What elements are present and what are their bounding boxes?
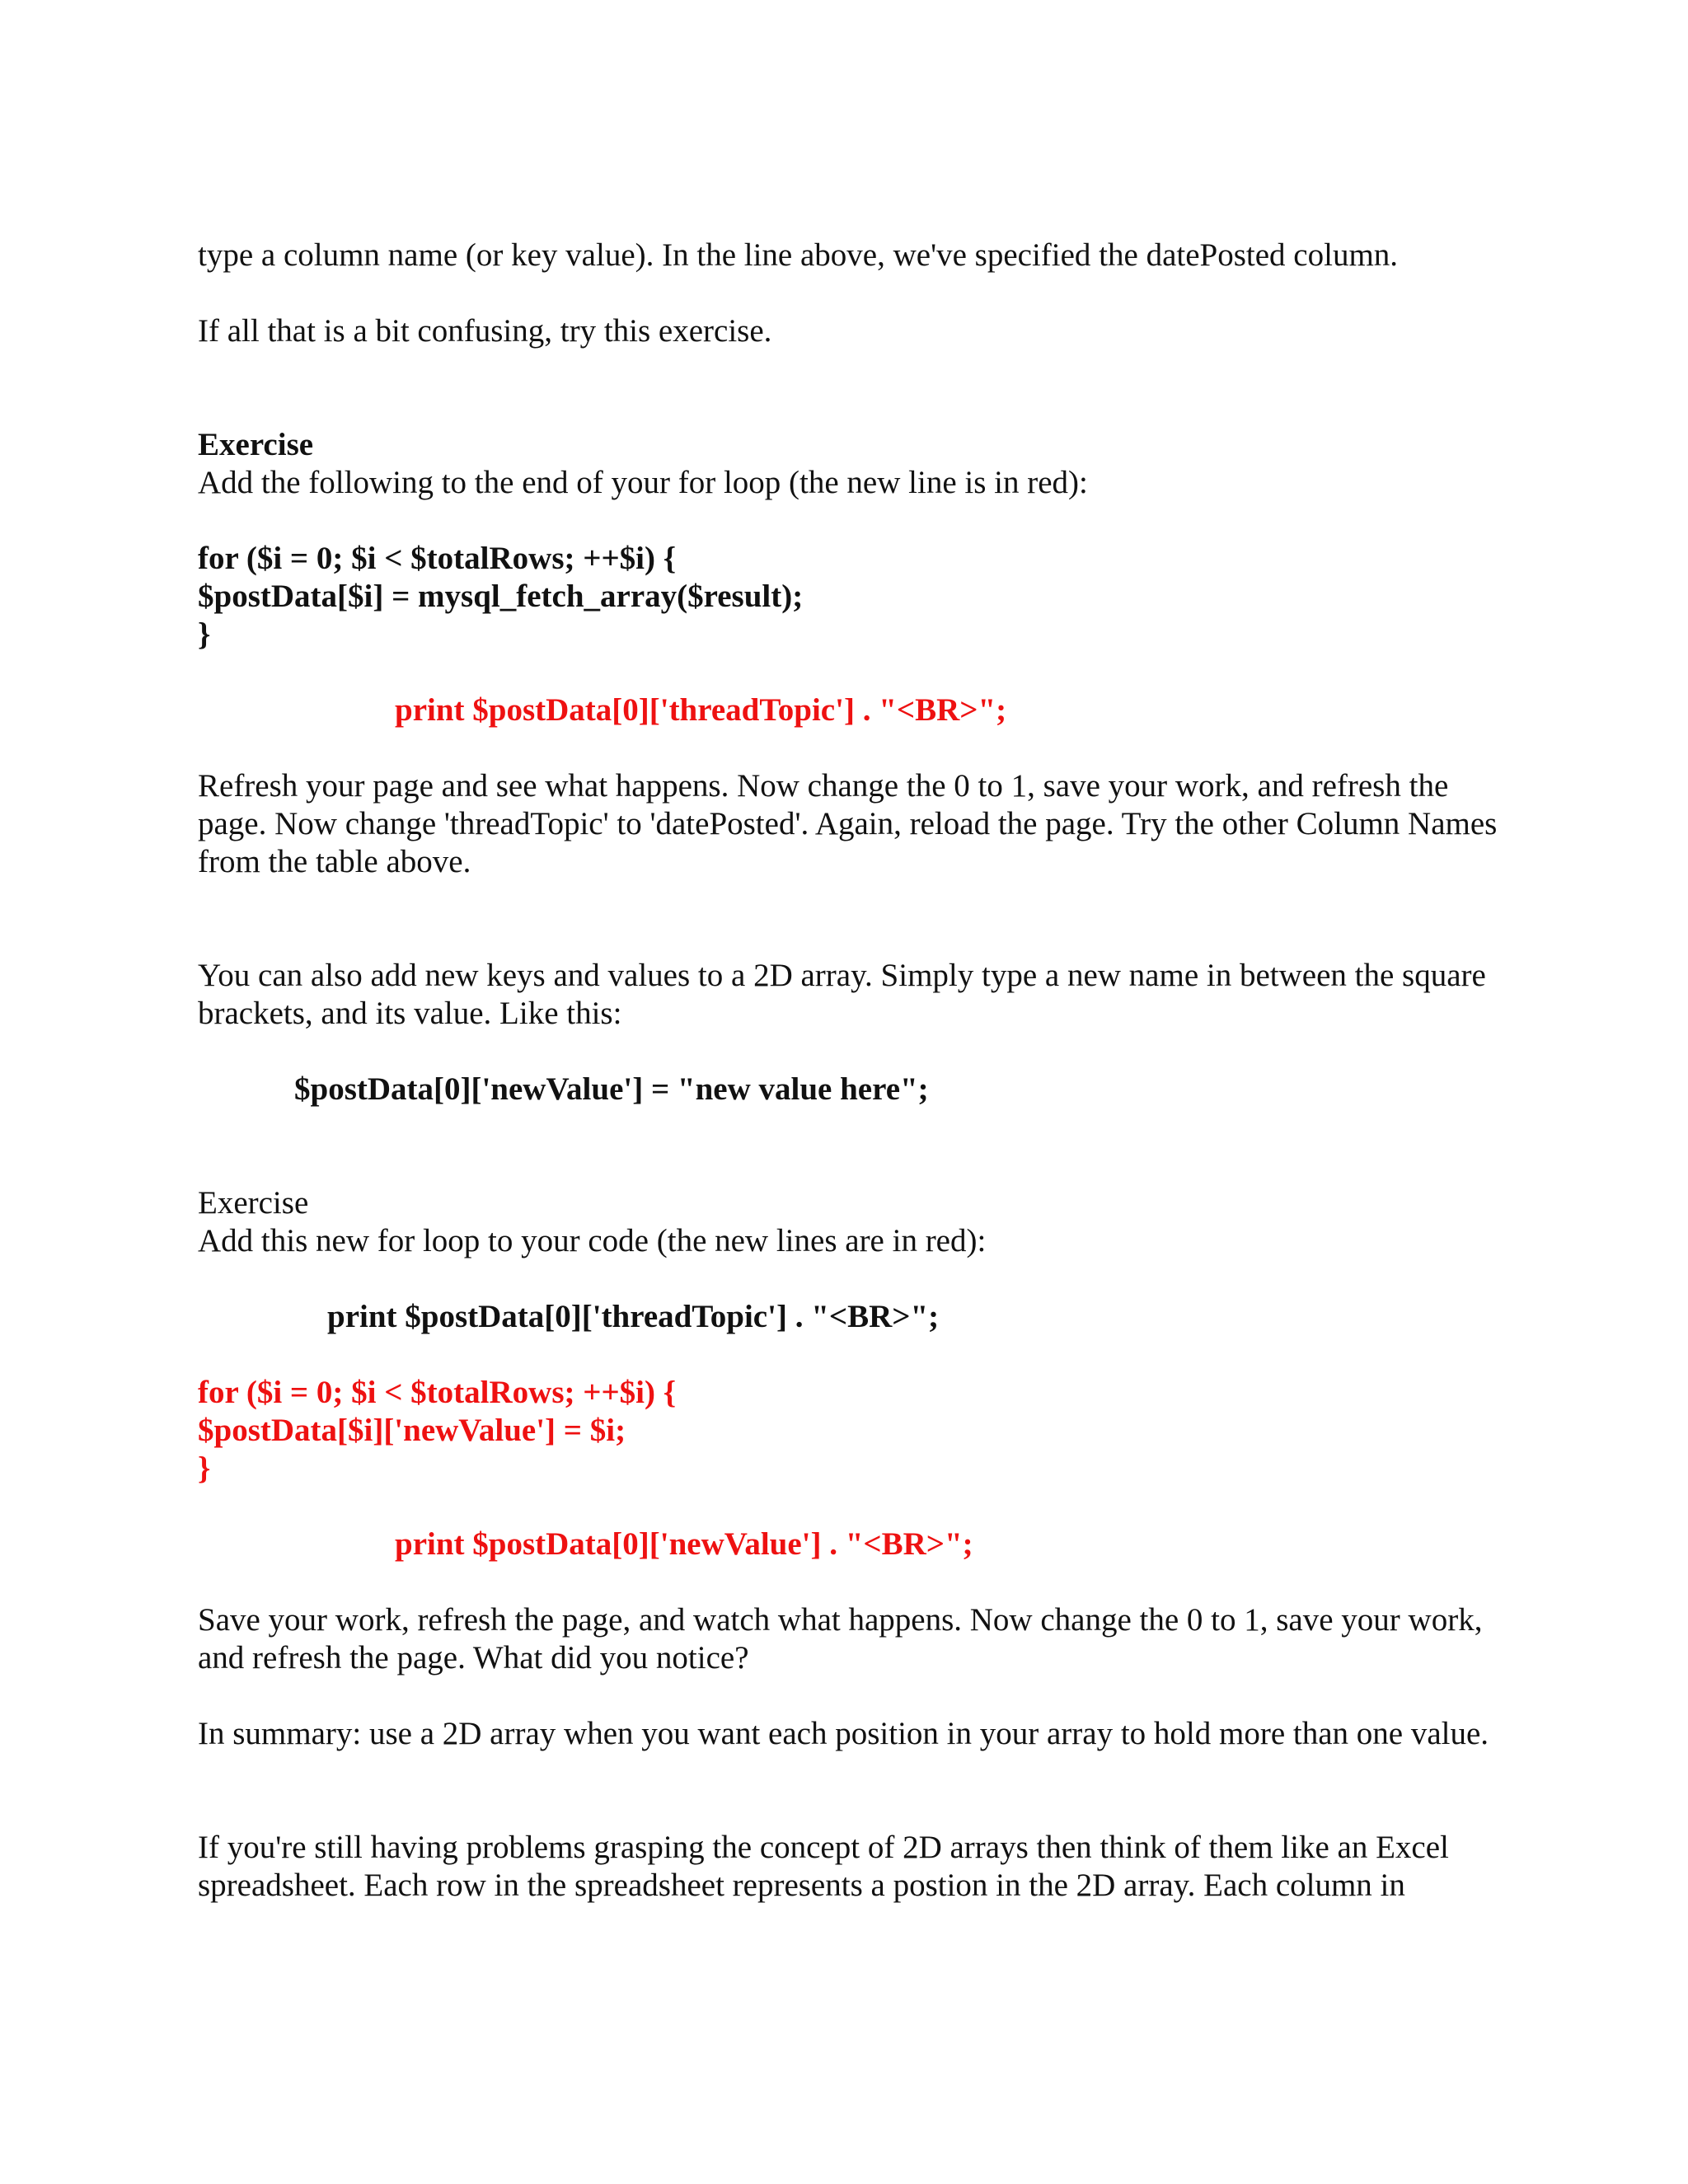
code-line-new-value: $postData[0]['newValue'] = "new value here"; xyxy=(294,1071,929,1107)
code-line-close-red: } xyxy=(198,1451,211,1486)
code-line-fetch: $postData[$i] = mysql_fetch_array($result); xyxy=(198,579,804,614)
exercise-2-heading: Exercise xyxy=(198,1185,309,1221)
code-line-print-thread-topic-red: print $postData[0]['threadTopic'] . "<BR>"; xyxy=(395,692,1007,728)
paragraph-confusing: If all that is a bit confusing, try this exercise. xyxy=(198,313,772,349)
paragraph-intro: type a column name (or key value). In the line above, we've specified the datePosted column. xyxy=(198,237,1399,273)
paragraph-add-keys: You can also add new keys and values to a 2D array. Simply type a new name in between the square brackets, and its value. Like this: xyxy=(198,958,1494,1031)
code-line-print-thread-topic: print $postData[0]['threadTopic'] . "<BR>"; xyxy=(327,1299,940,1334)
exercise-1-heading: Exercise xyxy=(198,427,314,462)
code-line-print-new-value-red: print $postData[0]['newValue'] . "<BR>"; xyxy=(395,1526,973,1562)
paragraph-save: Save your work, refresh the page, and watch what happens. Now change the 0 to 1, save your work, and refresh the page. What did you notice? xyxy=(198,1602,1491,1675)
code-line-close: } xyxy=(198,616,211,652)
code-line-for-red: for ($i = 0; $i < $totalRows; ++$i) { xyxy=(198,1375,677,1410)
exercise-1-instruction: Add the following to the end of your for loop (the new line is in red): xyxy=(198,465,1088,500)
paragraph-refresh: Refresh your page and see what happens. Now change the 0 to 1, save your work, and refresh the page. Now change 'threadTopic' to 'datePosted'. Again, reload the page. Try the other Column Names from the table above. xyxy=(198,768,1506,879)
paragraph-excel: If you're still having problems grasping the concept of 2D arrays then think of them like an Excel spreadsheet. Each row in the spreadsheet represents a postion in the 2D array. Each column in xyxy=(198,1830,1457,1903)
exercise-2-instruction: Add this new for loop to your code (the new lines are in red): xyxy=(198,1223,987,1258)
code-line-assign-red: $postData[$i]['newValue'] = $i; xyxy=(198,1413,626,1448)
code-line-for: for ($i = 0; $i < $totalRows; ++$i) { xyxy=(198,541,677,576)
paragraph-summary: In summary: use a 2D array when you want each position in your array to hold more than one value. xyxy=(198,1716,1489,1751)
